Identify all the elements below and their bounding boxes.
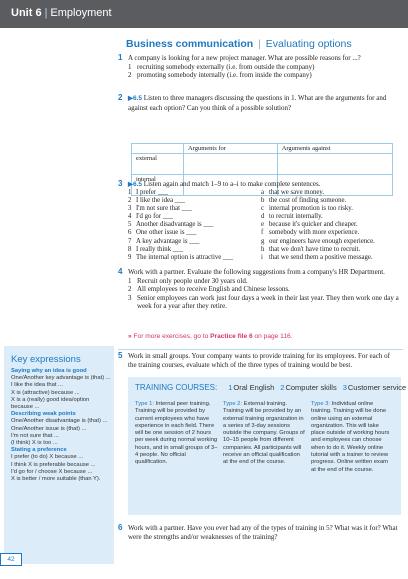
arrow-icon: » <box>128 333 132 340</box>
training-courses-header: TRAINING COURSES: 1Oral English 2Computer skills 3Customer service <box>135 383 407 392</box>
list-item: 2 I like the idea ___ b the cost of finding someone. <box>128 197 347 205</box>
practice-file-name: Practice file 6 <box>210 333 253 340</box>
exercise-number: 1 <box>118 53 123 62</box>
list-item: 7 A key advantage is ___ g our engineers have enough experience. <box>128 237 375 245</box>
exercise-number: 2 <box>118 93 123 102</box>
unit-header-text <box>11 7 112 19</box>
exercise-2 <box>118 94 400 112</box>
key-expression: I'm not sure that ... <box>11 432 59 439</box>
audio-track-label[interactable]: ▶6.5 <box>128 181 143 188</box>
section-title <box>126 38 352 50</box>
training-type-1: Type 1: Internal peer training. Training will be provided by current employees who have experience in each field. There will be one session of 2 hours per week during normal working hours, and in small groups of 3–4 people. No official qualification. <box>135 401 218 466</box>
title-separator: | <box>258 38 261 50</box>
course-name: Computer skills <box>285 383 337 392</box>
list-item: 1 recruiting somebody externally (i.e. from outside the company) <box>128 62 315 71</box>
list-item: 9 The internal option is attractive ___ i that we send them a positive message. <box>128 253 373 261</box>
key-expression: (I think) X is too ... <box>11 440 58 447</box>
key-expressions-list <box>11 368 111 483</box>
unit-header <box>0 0 408 28</box>
table-header-cell <box>132 144 184 154</box>
table-header-cell: Arguments against <box>277 144 392 154</box>
list-item: 5 Another disadvantage is ___ e because it's quicker and cheaper. <box>128 221 358 229</box>
key-expressions-title: Key expressions <box>11 354 81 365</box>
key-expression: I think X is preferable because ... <box>11 461 96 468</box>
list-item: 3 Senior employees can work just four days a week in their last year. They then work one day a week for a year after they retire. <box>128 293 399 311</box>
exercise-1 <box>118 54 400 80</box>
section-divider <box>118 349 403 350</box>
exercise-number: 3 <box>118 179 123 188</box>
exercise-instructions: Work with a partner. Evaluate the following suggestions from a company's HR Department. <box>128 268 385 276</box>
key-expressions-heading: Saying why an idea is good <box>11 368 87 374</box>
list-item: 2 promoting somebody internally (i.e. from inside the company) <box>128 71 312 80</box>
key-expression: I'd go for / choose X because ... <box>11 468 93 475</box>
exercise-instructions: A company is looking for a new project manager. What are possible reasons for ...? <box>128 54 361 62</box>
training-courses-box <box>128 377 407 515</box>
table-row <box>132 154 393 175</box>
exercise-5 <box>118 352 400 369</box>
list-item: 4 I'd go for ___ d to recruit internally. <box>128 213 323 221</box>
section-title-main: Business communication <box>126 38 254 50</box>
exercise-number: 6 <box>118 523 123 532</box>
exercise-number: 4 <box>118 267 123 276</box>
exercise-6 <box>118 524 400 541</box>
key-expressions-box <box>4 346 114 564</box>
table-row-label: external <box>132 154 184 175</box>
list-item: 1 Recruit only people under 30 years old. <box>128 276 248 285</box>
list-item: 8 I really think ___ h that we don't have time to recruit. <box>128 245 361 253</box>
page-number: 42 <box>0 553 22 566</box>
key-expression: I like the idea that ... <box>11 382 63 389</box>
practice-file-link[interactable]: » For more exercises, go to Practice file 6 on page 116. <box>128 333 293 340</box>
training-type-3: Type 3: Individual online training. Training will be done online using an external organization. This will take place outside of working hours and employees can choose when to do it. Weekly online tutorial with a trainer to review progress. Online written exam at the end of the course. <box>311 401 390 473</box>
unit-label: Unit 6 <box>11 7 42 19</box>
exercise-instructions: Work with a partner. Have you ever had any of the types of training in 5? What was it for? What were the strengths and/or weaknesses of the training? <box>128 524 398 541</box>
list-item: 2 All employees to receive English and Chinese lessons. <box>128 285 290 294</box>
course-name: Oral English <box>233 383 275 392</box>
course-name: Customer service <box>347 383 407 392</box>
list-item: 6 One other issue is ___ f somebody with more experience. <box>128 229 360 237</box>
exercise-instructions: Listen to three managers discussing the questions in 1. What are the arguments for and against each option? Can you think of a possible solution? <box>128 94 387 112</box>
table-row-label: internal <box>132 175 184 196</box>
exercise-instructions: Work in small groups. Your company wants to provide training for its employees. For each of the training courses, evaluate which of the three types of training would be best. <box>128 352 390 369</box>
matching-list <box>128 189 403 262</box>
exercise-4 <box>118 268 400 311</box>
audio-track-label[interactable]: ▶6.5 <box>128 95 143 102</box>
training-courses-label: TRAINING COURSES: <box>135 383 218 392</box>
key-expression: X is better / more suitable (than Y). <box>11 476 101 483</box>
key-expressions-heading: Describing weak points <box>11 411 76 418</box>
exercise-number: 5 <box>118 351 123 360</box>
training-type-2: Type 2: External training. Training will be provided by an external training organization in a series of 3-day sessions outside the company. Groups of 10–15 people from different companies. All participants will receive an official qualification at the end of the course. <box>223 401 305 466</box>
section-title-sub: Evaluating options <box>265 38 352 50</box>
answer-cell[interactable] <box>277 154 392 175</box>
unit-topic: Employment <box>50 7 112 19</box>
list-item: 3 I'm not sure that ___ c internal promotion is too risky. <box>128 205 353 213</box>
key-expression: One/Another disadvantage is (that) ... <box>11 418 108 425</box>
key-expression: One/Another key advantage is (that) ... <box>11 375 111 382</box>
key-expression: X is (attractive) because ... <box>11 389 80 396</box>
exercise-instructions: Listen again and match 1–9 to a–i to make complete sentences. <box>143 180 321 188</box>
header-separator: | <box>44 7 48 19</box>
answer-cell[interactable] <box>184 154 278 175</box>
table-header-row <box>132 144 393 154</box>
key-expression: X is a (really) good idea/option because ... <box>11 396 90 411</box>
key-expression: One/Another issue is (that) ... <box>11 425 87 432</box>
key-expressions-heading: Stating a preference <box>11 447 67 454</box>
table-header-cell: Arguments for <box>184 144 278 154</box>
key-expression: I prefer (to do) X because ... <box>11 454 84 461</box>
list-item: 1 I prefer ___ a that we save money. <box>128 189 325 196</box>
